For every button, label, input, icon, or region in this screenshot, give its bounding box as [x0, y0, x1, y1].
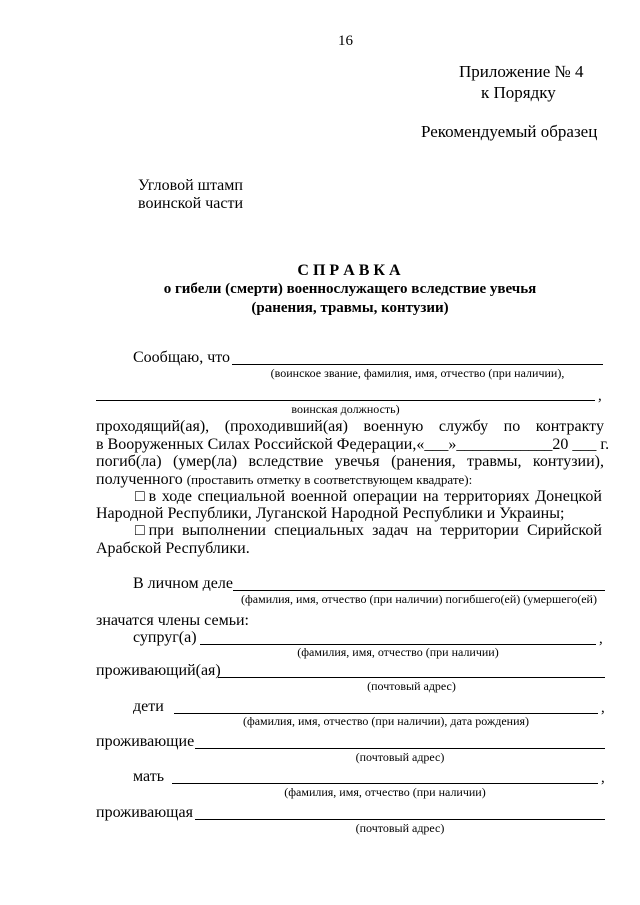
word: военной: [290, 488, 348, 505]
word: контракту: [535, 418, 604, 435]
position-caption: воинская должность): [291, 402, 400, 416]
word: специальных: [274, 522, 364, 539]
spouse-address-caption: (почтовый адрес): [367, 679, 456, 693]
mother-comma: ,: [601, 770, 605, 786]
appendix-label: Приложение № 4: [459, 62, 584, 81]
option-1-line-2: Народной Республики, Луганской Народной Республики и Украины;: [96, 505, 565, 522]
option-2-line-2: Арабской Республики.: [96, 540, 250, 557]
forces-line: [96, 436, 610, 454]
word: территории: [440, 522, 519, 539]
word: (проходивший(ая): [224, 418, 348, 435]
forces-text: в Вооруженных Силах Российской Федерации,: [96, 436, 417, 453]
spouse-address-field[interactable]: [218, 677, 605, 678]
word: службу: [438, 418, 489, 435]
word: Сирийской: [526, 522, 602, 539]
mother-name-field[interactable]: [172, 783, 598, 784]
report-name-field[interactable]: [232, 364, 603, 365]
died-line: [96, 453, 604, 471]
word: специальной: [197, 488, 286, 505]
report-label: Сообщаю, что: [133, 349, 231, 366]
word: проходящий(ая),: [96, 418, 210, 435]
option-2-checkbox[interactable]: □ при: [135, 522, 174, 539]
position-field[interactable]: [96, 400, 595, 401]
word: (ранения,: [391, 453, 456, 470]
word: травмы,: [467, 453, 522, 470]
word: ходе: [161, 488, 193, 505]
word: задач: [372, 522, 409, 539]
word: Донецкой: [535, 488, 602, 505]
page-number: 16: [338, 33, 353, 49]
sample-label: Рекомендуемый образец: [421, 122, 598, 141]
word: территориях: [444, 488, 530, 505]
spouse-comma: ,: [599, 631, 603, 647]
spouse-label: супруг(а): [133, 629, 197, 646]
mother-residing-label: проживающая: [96, 804, 193, 821]
spouse-residing-label: проживающий(ая): [96, 662, 221, 679]
spouse-caption: (фамилия, имя, отчество (при наличии): [297, 645, 499, 659]
option-2-line-1[interactable]: [135, 522, 602, 540]
children-comma: ,: [601, 700, 605, 716]
children-address-caption: (почтовый адрес): [355, 750, 445, 764]
received-line: [96, 471, 472, 489]
word: выполнении: [181, 522, 266, 539]
word: вследствие: [248, 453, 324, 470]
family-members-label: значатся члены семьи:: [96, 612, 249, 629]
word: погиб(ла): [96, 453, 162, 470]
deceased-name-field[interactable]: [233, 590, 605, 591]
mother-address-caption: (почтовый адрес): [355, 821, 445, 835]
service-line: [96, 418, 604, 436]
stamp-line-2: воинской части: [138, 195, 243, 212]
position-comma: ,: [598, 388, 602, 404]
mother-label: мать: [133, 768, 164, 785]
personal-file-label: В личном деле: [133, 575, 233, 592]
mother-caption: (фамилия, имя, отчество (при наличии): [284, 785, 486, 799]
word: по: [503, 418, 521, 435]
option-1-checkbox[interactable]: □ в: [135, 488, 157, 505]
word: на: [416, 522, 433, 539]
children-address-field[interactable]: [195, 748, 605, 749]
children-label: дети: [133, 698, 164, 715]
received-text: полученного: [96, 471, 183, 488]
order-label: к Порядку: [481, 83, 556, 102]
word: военную: [363, 418, 424, 435]
document-subtitle-1: о гибели (смерти) военнослужащего вследствие увечья: [163, 281, 537, 297]
word: на: [422, 488, 439, 505]
word: (умер(ла): [172, 453, 238, 470]
stamp-line-1: Угловой штамп: [138, 177, 243, 194]
document-title: С П Р А В К А: [297, 262, 401, 279]
children-residing-label: проживающие: [96, 733, 195, 750]
year-field[interactable]: 20 ___ г.: [552, 436, 610, 453]
children-caption: (фамилия, имя, отчество (при наличии), дата рождения): [242, 714, 530, 728]
mother-address-field[interactable]: [195, 819, 605, 820]
month-field[interactable]: ____________: [456, 436, 553, 453]
word: контузии),: [532, 453, 604, 470]
day-field[interactable]: «___»: [416, 436, 457, 453]
option-1-line-1[interactable]: [135, 488, 602, 506]
word: операции: [352, 488, 418, 505]
received-note: (проставить отметку в соответствующем квадрате):: [186, 472, 473, 487]
report-caption: (воинское звание, фамилия, имя, отчество (при наличии),: [270, 366, 565, 380]
document-subtitle-2: (ранения, травмы, контузии): [251, 300, 449, 316]
word: увечья: [334, 453, 380, 470]
personal-file-caption: (фамилия, имя, отчество (при наличии) погибшего(ей) (умершего(ей): [241, 592, 597, 606]
